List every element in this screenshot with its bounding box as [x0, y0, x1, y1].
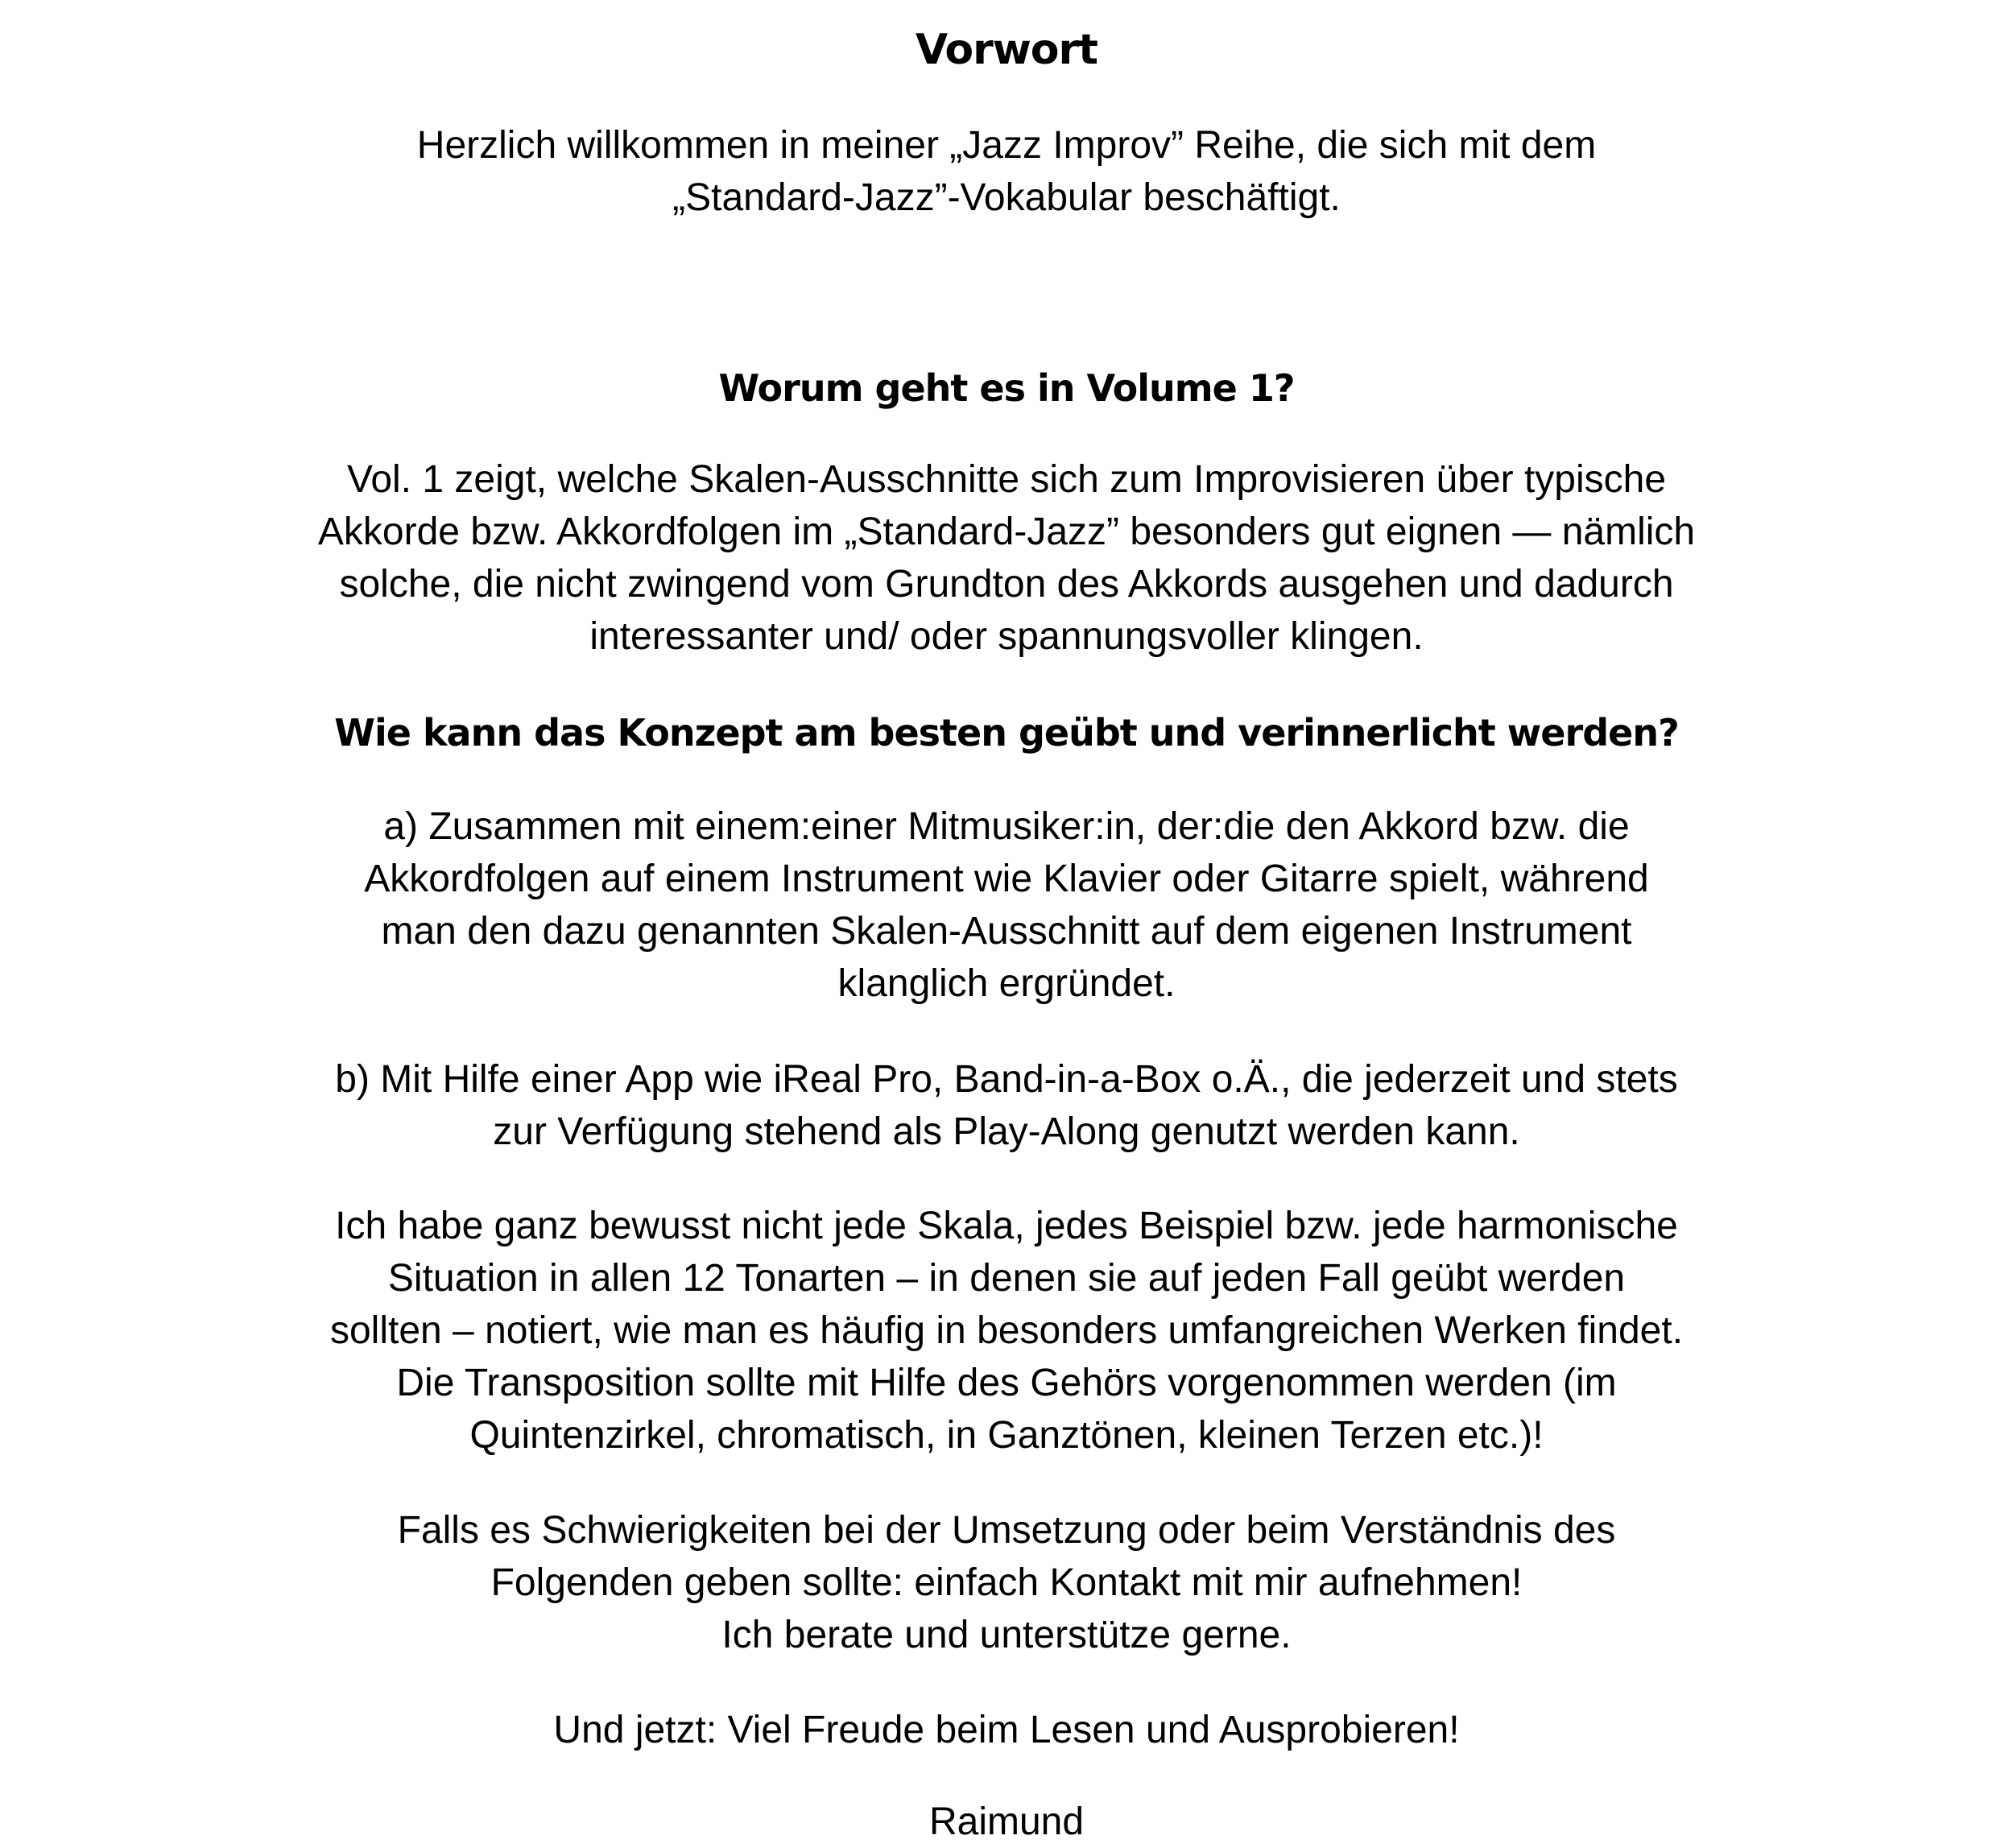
text-line: solche, die nicht zwingend vom Grundton des Akkords ausgehen und dadurch — [339, 563, 1674, 606]
volume-description-paragraph — [121, 453, 1892, 663]
text-line: Die Transposition sollte mit Hilfe des Gehörs vorgenommen werden (im — [396, 1362, 1617, 1404]
text-line: Ich habe ganz bewusst nicht jede Skala, jedes Beispiel bzw. jede harmonische — [335, 1205, 1678, 1247]
text-line: Akkorde bzw. Akkordfolgen im „Standard-Jazz” besonders gut eignen — nämlich — [317, 511, 1696, 553]
text-line: a) Zusammen mit einem:einer Mitmusiker:in, der:die den Akkord bzw. die — [383, 805, 1630, 848]
intro-paragraph — [121, 119, 1892, 224]
text-line: Vol. 1 zeigt, welche Skalen-Ausschnitte sich zum Improvisieren über typische — [346, 458, 1667, 501]
practice-option-a-paragraph — [121, 800, 1892, 1010]
text-line: Quintenzirkel, chromatisch, in Ganztönen, kleinen Terzen etc.)! — [469, 1414, 1544, 1457]
text-line: sollten – notiert, wie man es häufig in besonders umfangreichen Werken findet. — [329, 1309, 1684, 1352]
practice-option-b-paragraph — [121, 1053, 1892, 1158]
section-heading-volume: Worum geht es in Volume 1? — [718, 366, 1295, 410]
text-line: Ich berate und unterstütze gerne. — [721, 1614, 1292, 1656]
text-line: Und jetzt: Viel Freude beim Lesen und Ausprobieren! — [553, 1709, 1460, 1751]
text-line: man den dazu genannten Skalen-Ausschnitt auf dem eigenen Instrument — [381, 910, 1632, 953]
text-line: Falls es Schwierigkeiten bei der Umsetzung oder beim Verständnis des — [397, 1509, 1616, 1552]
text-line: b) Mit Hilfe einer App wie iReal Pro, Band-in-a-Box o.Ä., die jederzeit und stets — [335, 1058, 1678, 1101]
section-heading-practice: Wie kann das Konzept am besten geübt und verinnerlicht werden? — [334, 711, 1679, 754]
text-line: Raimund — [928, 1800, 1085, 1843]
signature — [121, 1796, 1892, 1848]
text-line: Folgenden geben sollte: einfach Kontakt mit mir aufnehmen! — [490, 1561, 1523, 1604]
page-title: Vorwort — [915, 26, 1098, 74]
text-line: klanglich ergründet. — [837, 962, 1176, 1005]
closing-line — [121, 1704, 1892, 1756]
text-line: Situation in allen 12 Tonarten – in denen sie auf jeden Fall geübt werden — [387, 1257, 1626, 1300]
text-line: Herzlich willkommen in meiner „Jazz Improv” Reihe, die sich mit dem — [416, 124, 1597, 167]
text-line: interessanter und/ oder spannungsvoller klingen. — [589, 615, 1424, 658]
text-line: zur Verfügung stehend als Play-Along genutzt werden kann. — [493, 1110, 1520, 1153]
text-line: „Standard-Jazz”-Vokabular beschäftigt. — [672, 176, 1341, 219]
text-line: Akkordfolgen auf einem Instrument wie Klavier oder Gitarre spielt, während — [364, 858, 1649, 900]
contact-paragraph — [121, 1504, 1892, 1661]
transposition-paragraph — [121, 1200, 1892, 1461]
